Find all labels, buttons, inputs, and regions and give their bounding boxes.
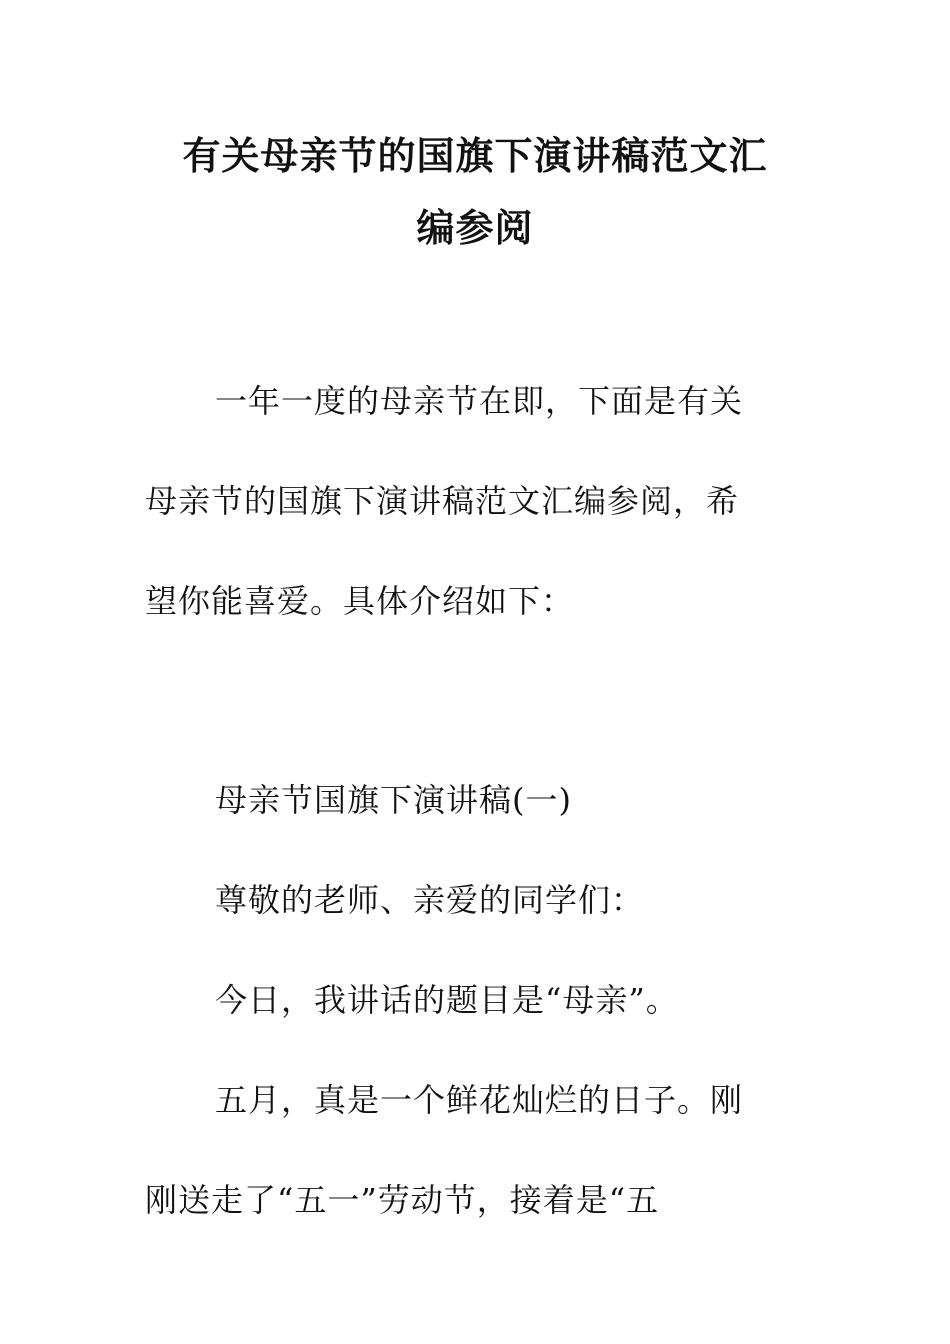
body-line-3: 五月，真是一个鲜花灿烂的日子。刚 — [215, 1081, 744, 1119]
intro-line-3: 望你能喜爱。具体介绍如下： — [145, 582, 575, 620]
title-line-2: 编参阅 — [416, 205, 534, 250]
body-line-4: 刚送走了“五一”劳动节，接着是“五 — [145, 1181, 660, 1219]
section-heading: 母亲节国旗下演讲稿(一) — [215, 781, 572, 819]
body-line-2: 今日，我讲话的题目是“母亲”。 — [215, 981, 679, 1019]
title-line-1: 有关母亲节的国旗下演讲稿范文汇 — [182, 133, 768, 178]
intro-line-2: 母亲节的国旗下演讲稿范文汇编参阅，希 — [145, 482, 740, 520]
body-line-1: 尊敬的老师、亲爱的同学们： — [215, 881, 645, 919]
intro-line-1: 一年一度的母亲节在即，下面是有关 — [215, 382, 744, 420]
